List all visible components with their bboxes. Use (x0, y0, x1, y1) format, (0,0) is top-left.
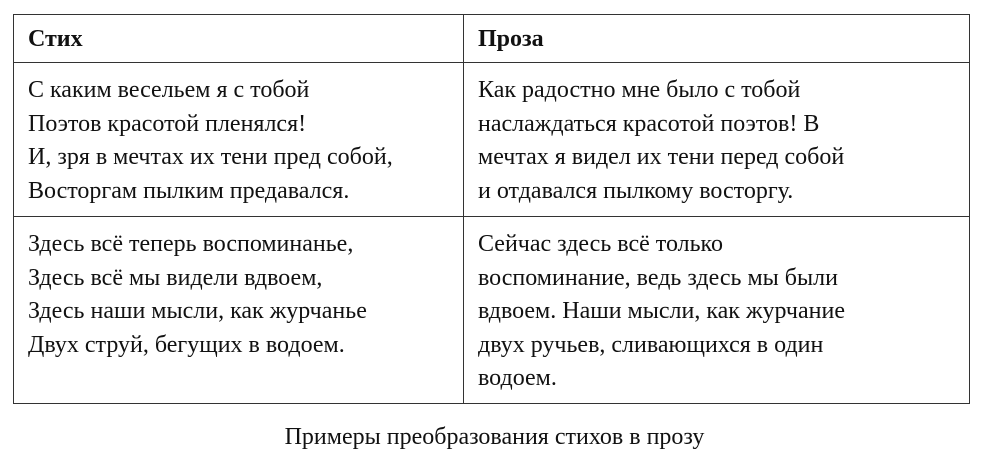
header-prose: Проза (464, 15, 970, 63)
header-verse: Стих (14, 15, 464, 63)
table-row (14, 63, 970, 217)
table-row (14, 217, 970, 404)
prose-line: Как радостно мне было с тобой (478, 77, 801, 103)
verse-line: Поэтов красотой пленялся! (28, 110, 307, 137)
verse-line: Здесь всё теперь воспоминанье, (28, 231, 354, 257)
prose-cell (464, 217, 970, 404)
prose-cell (464, 63, 970, 217)
verse-line: Здесь наши мысли, как журчанье (28, 298, 367, 324)
prose-line: вдвоем. Наши мысли, как журчание (478, 298, 845, 324)
header-row (14, 15, 970, 63)
verse-prose-table (13, 14, 970, 404)
table-caption: Примеры преобразования стихов в прозу (284, 424, 705, 450)
prose-line: двух ручьев, сливающихся в один (478, 331, 824, 358)
verse-cell (14, 217, 464, 404)
verse-line: Двух струй, бегущих в водоем. (28, 331, 345, 358)
verse-line: С каким весельем я с тобой (28, 77, 310, 103)
prose-line: воспоминание, ведь здесь мы были (478, 264, 838, 291)
prose-line: Сейчас здесь всё только (478, 231, 723, 257)
prose-line: и отдавался пылкому восторгу. (478, 177, 794, 204)
prose-line: мечтах я видел их тени перед собой (478, 144, 845, 170)
verse-line: И, зря в мечтах их тени пред собой, (28, 144, 393, 170)
verse-line: Восторгам пылким предавался. (28, 177, 350, 204)
prose-line: водоем. (478, 365, 557, 391)
verse-cell (14, 63, 464, 217)
verse-line: Здесь всё мы видели вдвоем, (28, 264, 323, 291)
prose-line: наслаждаться красотой поэтов! В (478, 110, 820, 137)
